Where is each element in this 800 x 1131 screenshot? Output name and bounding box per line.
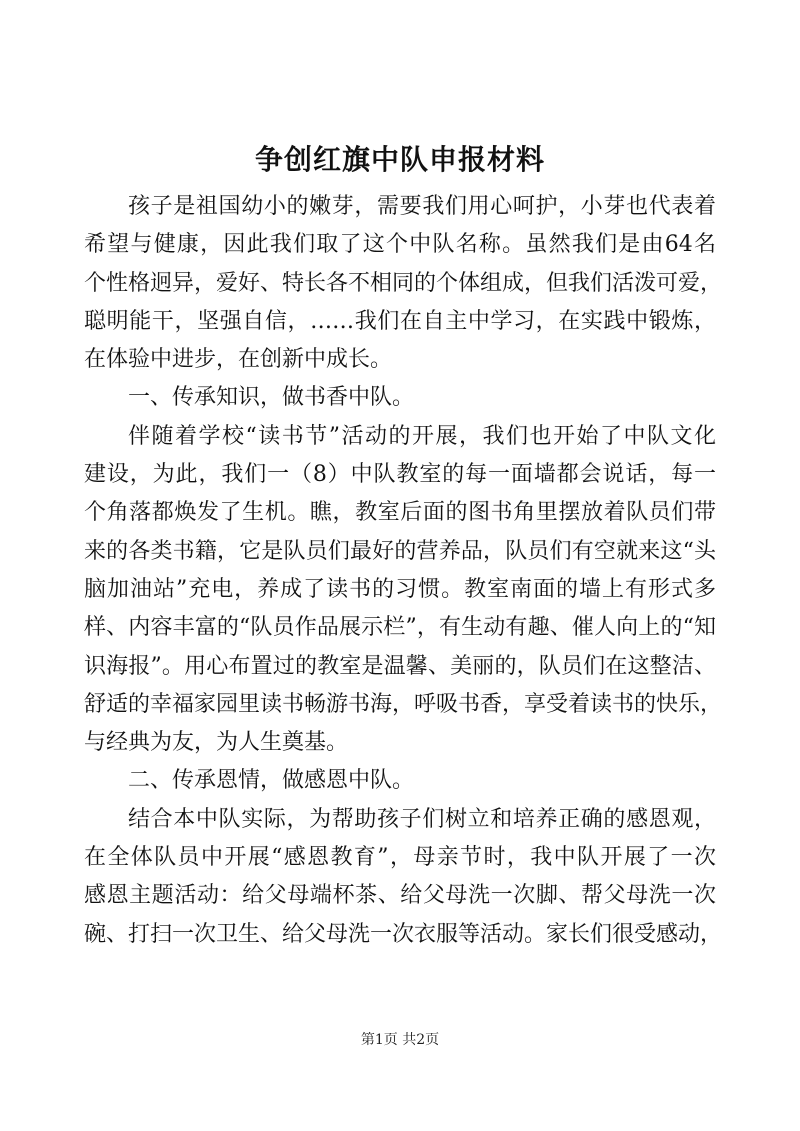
paragraph-line: 孩子是祖国幼小的嫩芽，需要我们用心呵护，小芽也代表着 <box>128 194 716 219</box>
paragraph-line: 来的各类书籍，它是队员们最好的营养品，队员们有空就来这“头 <box>84 538 716 564</box>
section-heading: 一、传承知识，做书香中队。 <box>128 385 415 411</box>
paragraph-line: 在体验中进步，在创新中成长。 <box>84 347 393 373</box>
paragraph-line: 个性格迥异，爱好、特长各不相同的个体组成，但我们活泼可爱， <box>84 270 723 296</box>
paragraph-line: 感恩主题活动：给父母端杯茶、给父母洗一次脚、帮父母洗一次 <box>84 883 716 909</box>
paragraph-line: 在全体队员中开展“感恩教育”，母亲节时，我中队开展了一次 <box>84 845 716 871</box>
document-body <box>84 188 723 954</box>
paragraph-line: 舒适的幸福家园里读书畅游书海，呼吸书香，享受着读书的快乐， <box>84 691 723 717</box>
section-heading: 二、传承恩情，做感恩中队。 <box>128 768 415 794</box>
paragraph-line: 个角落都焕发了生机。瞧，教室后面的图书角里摆放着队员们带 <box>84 500 716 526</box>
paragraph-line: 聪明能干，坚强自信，……我们在自主中学习，在实践中锻炼， <box>84 308 716 334</box>
paragraph-line: 脑加油站”充电，养成了读书的习惯。教室南面的墙上有形式多 <box>84 576 716 602</box>
paragraph-line: 样、内容丰富的“队员作品展示栏”，有生动有趣、催人向上的“知 <box>84 615 716 641</box>
paragraph-line: 与经典为友，为人生奠基。 <box>84 730 349 756</box>
document-title: 争创红旗中队申报材料 <box>254 143 545 176</box>
paragraph-line: 建设，为此，我们一（8）中队教室的每一面墙都会说话，每一 <box>84 462 716 488</box>
paragraph-line: 伴随着学校“读书节”活动的开展，我们也开始了中队文化 <box>128 423 716 449</box>
paragraph-line: 碗、打扫一次卫生、给父母洗一次衣服等活动。家长们很受感动， <box>84 921 723 947</box>
paragraph-line: 结合本中队实际，为帮助孩子们树立和培养正确的感恩观， <box>128 806 716 832</box>
paragraph-line: 识海报”。用心布置过的教室是温馨、美丽的，队员们在这整洁、 <box>84 653 716 679</box>
page-footer: 第1页 共2页 <box>360 1032 440 1048</box>
paragraph-line: 希望与健康，因此我们取了这个中队名称。虽然我们是由64名 <box>84 232 716 258</box>
